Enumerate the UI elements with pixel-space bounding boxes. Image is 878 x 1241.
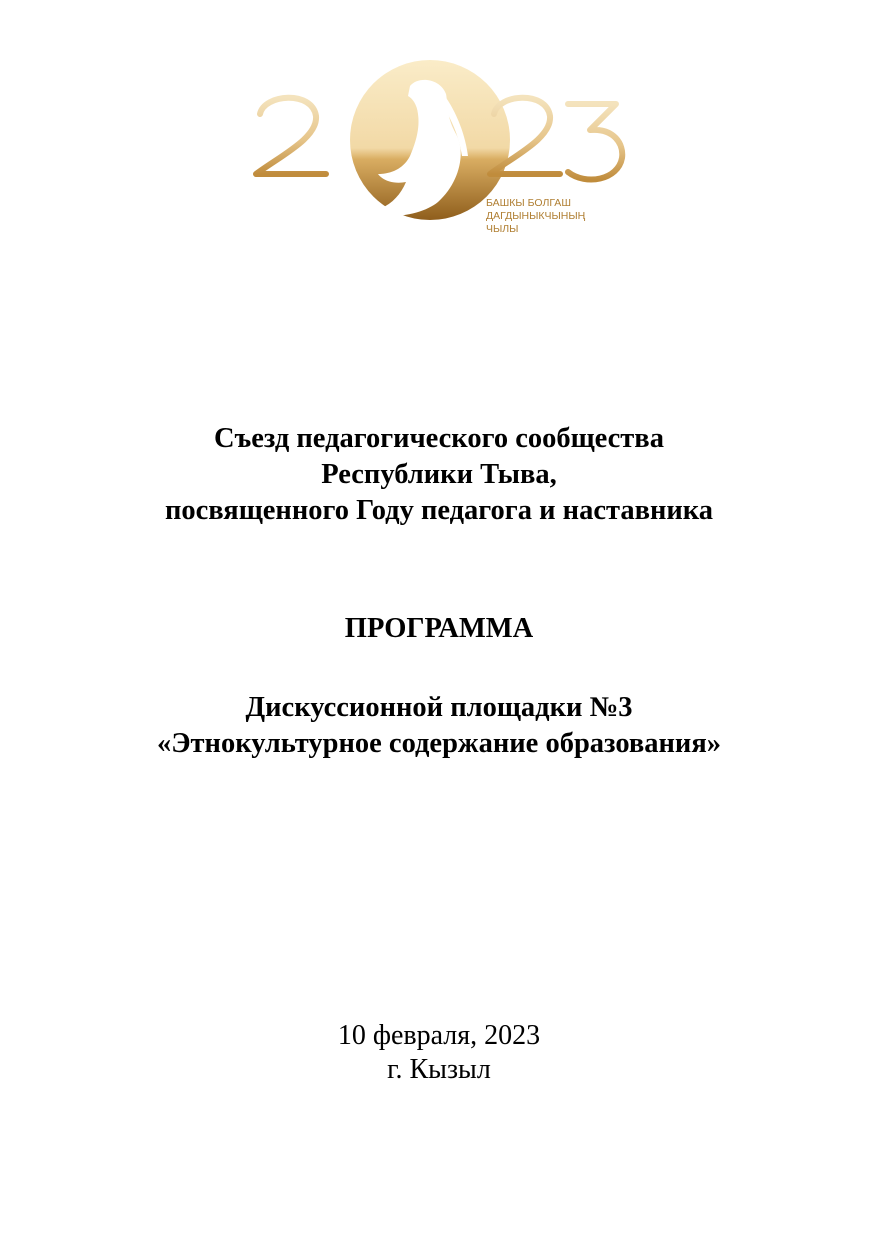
logo-caption-line-2: ДАГДЫНЫКЧЫНЫҢ [486,210,586,222]
logo-digit-2-left [256,98,326,174]
congress-title-line: Республики Тыва, [321,459,557,490]
congress-title [0,421,878,529]
platform-title-line: «Этнокультурное содержание образования» [156,728,722,759]
logo-caption-line-1: БАШКЫ БОЛГАШ [486,197,571,209]
platform-title [0,690,878,762]
logo-digit-3 [568,104,622,180]
logo-caption-line-3: ЧЫЛЫ [486,223,519,235]
year-of-teacher-logo [250,56,630,236]
congress-title-line: посвященного Году педагога и наставника [164,495,714,526]
event-date: 10 февраля, 2023 [337,1020,541,1051]
date-location [0,1019,878,1087]
logo-graphic [250,56,630,236]
event-city: г. Кызыл [387,1054,491,1085]
congress-title-line: Съезд педагогического сообщества [214,423,664,454]
platform-title-line: Дискуссионной площадки №3 [245,692,633,723]
program-label: ПРОГРАММА [344,613,534,644]
